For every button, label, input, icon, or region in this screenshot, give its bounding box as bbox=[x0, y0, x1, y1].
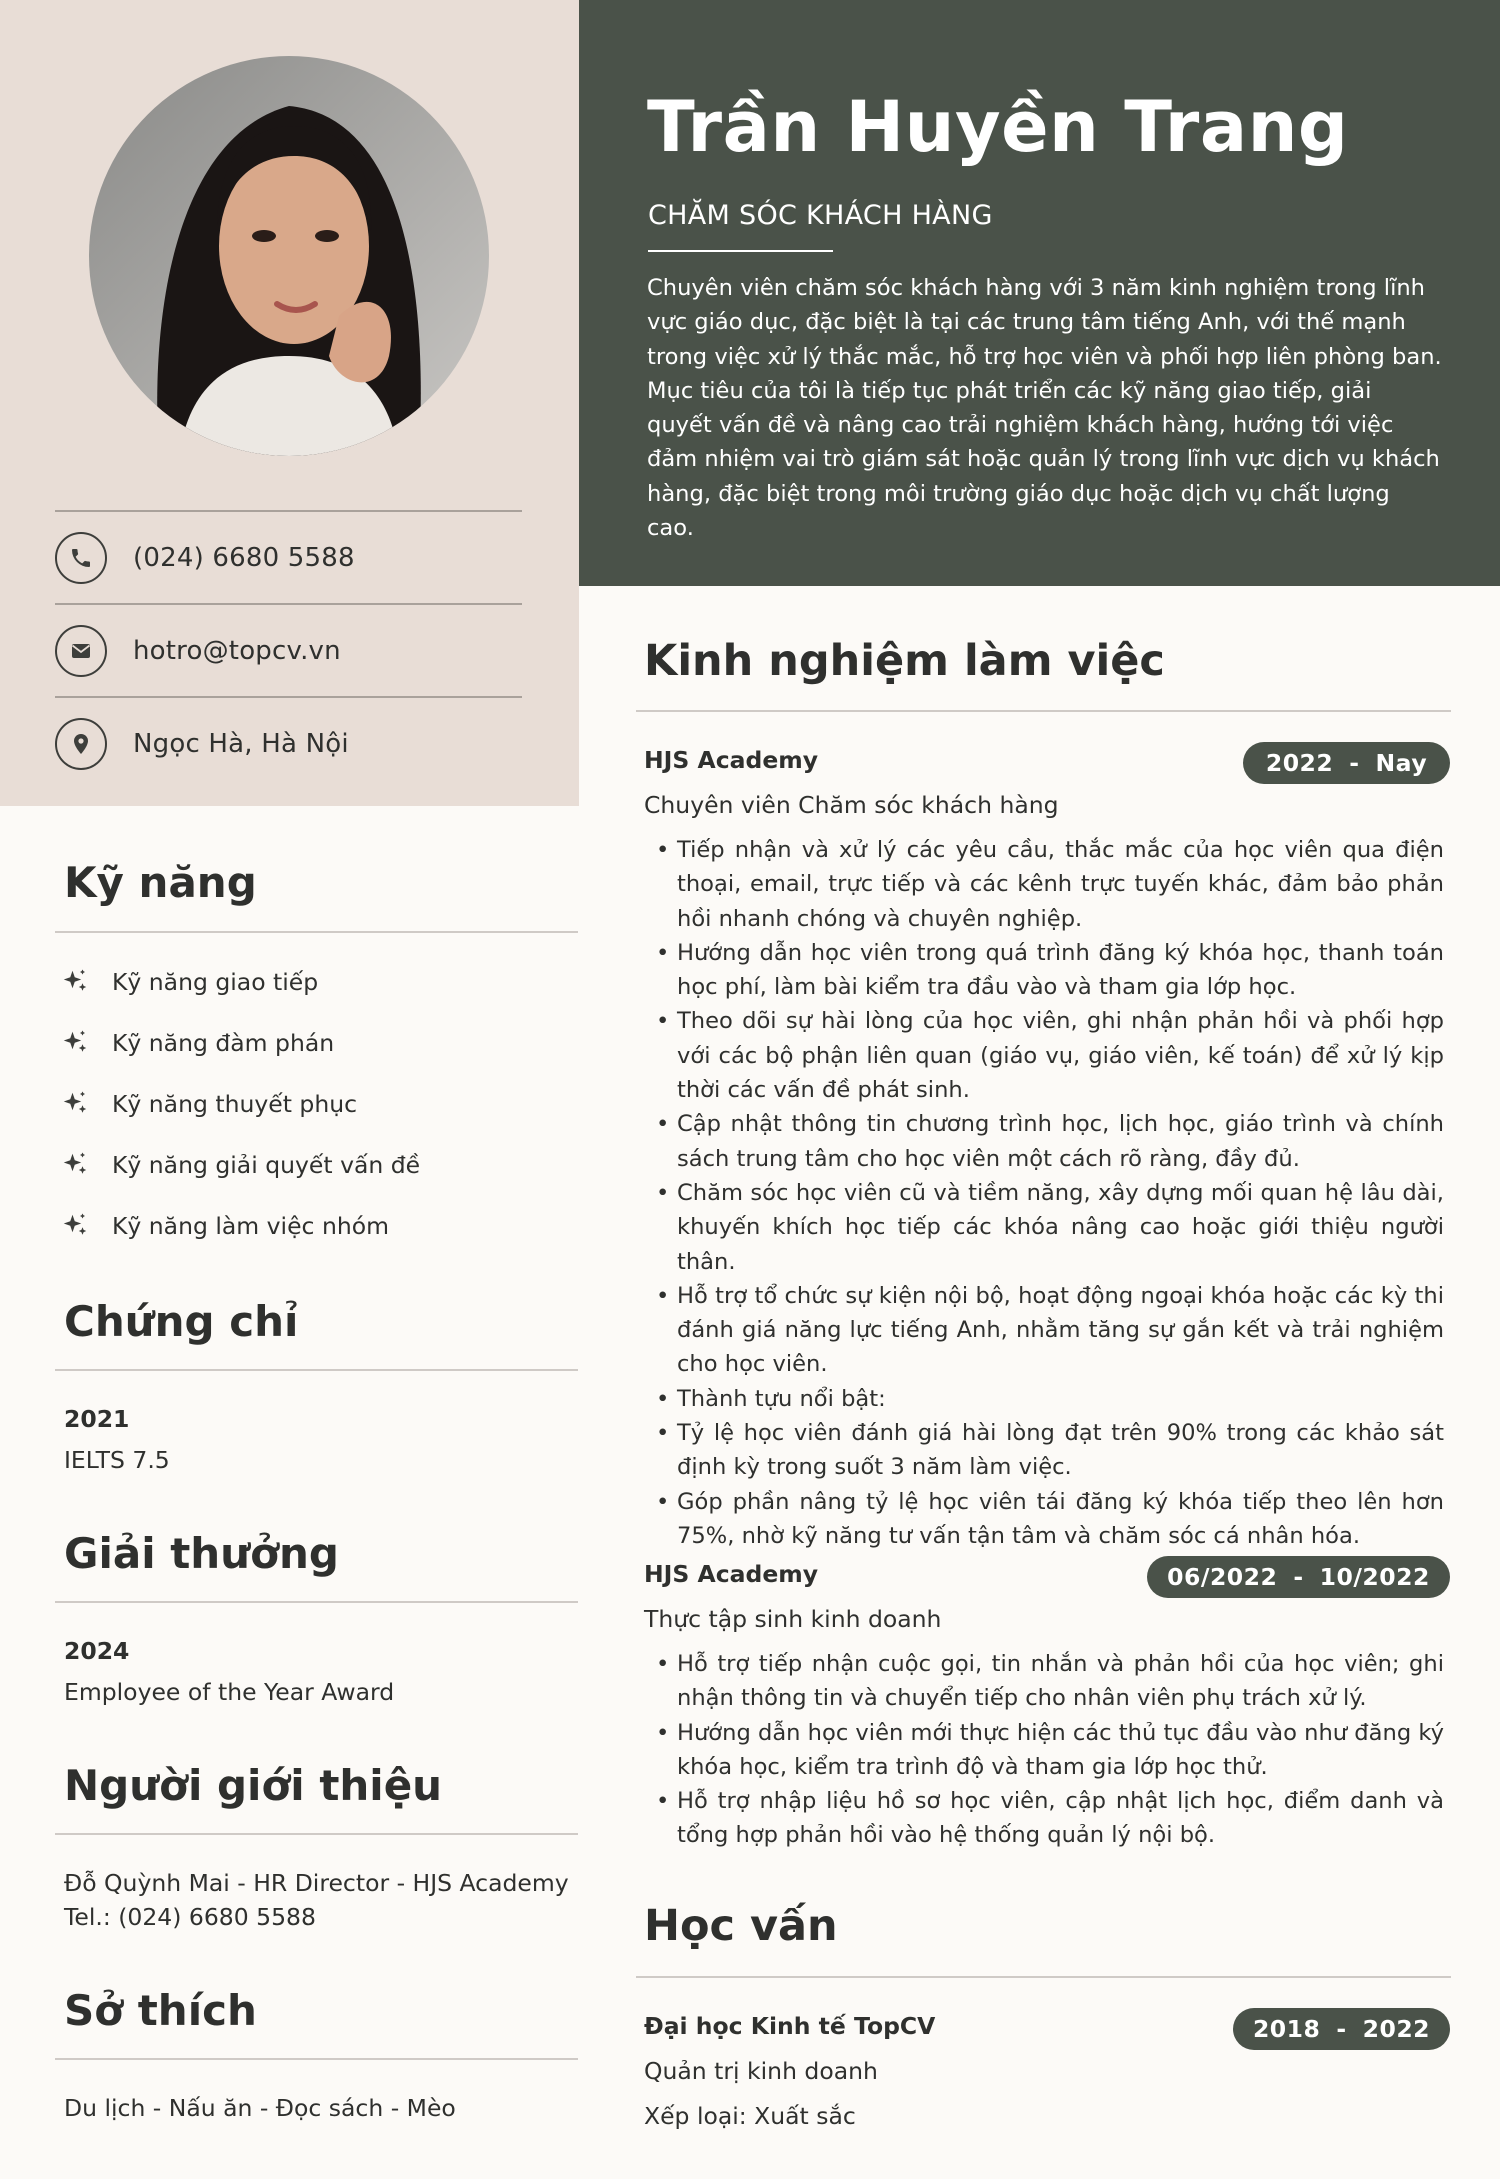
sparkle-icon bbox=[60, 1211, 90, 1241]
candidate-name: Trần Huyền Trang bbox=[647, 86, 1349, 168]
job-bullet: • Cập nhật thông tin chương trình học, lịch học, giáo trình và chính sách trung tâm cho học viên một cách rõ ràng, đầy đủ. bbox=[656, 1107, 1444, 1176]
job-2-start: 06/2022 bbox=[1167, 1563, 1278, 1591]
skills-title: Kỹ năng bbox=[64, 858, 257, 907]
experience-title: Kinh nghiệm làm việc bbox=[644, 636, 1165, 686]
location-pin-icon bbox=[55, 718, 107, 770]
skill-item bbox=[60, 1023, 334, 1063]
job-1-end: Nay bbox=[1375, 749, 1428, 777]
contact-email bbox=[55, 604, 522, 697]
job-1-start: 2022 bbox=[1265, 749, 1334, 777]
skill-label: Kỹ năng giải quyết vấn đề bbox=[112, 1151, 421, 1179]
skill-label: Kỹ năng đàm phán bbox=[112, 1029, 335, 1057]
skill-item bbox=[60, 962, 318, 1002]
role-underline bbox=[648, 250, 833, 252]
job-2-position: Thực tập sinh kinh doanh bbox=[644, 1605, 942, 1633]
references-title: Người giới thiệu bbox=[64, 1761, 443, 1810]
sparkle-icon bbox=[60, 1028, 90, 1058]
reference-line-1: Đỗ Quỳnh Mai - HR Director - HJS Academy bbox=[64, 1869, 569, 1897]
education-school: Đại học Kinh tế TopCV bbox=[644, 2012, 936, 2040]
profile-photo bbox=[89, 56, 489, 456]
job-bullet: • Thành tựu nổi bật: bbox=[656, 1382, 1444, 1416]
date-dash: - bbox=[1293, 1563, 1304, 1591]
date-dash: - bbox=[1336, 2015, 1347, 2043]
skill-label: Kỹ năng thuyết phục bbox=[112, 1090, 358, 1118]
skill-item bbox=[60, 1145, 420, 1185]
awards-divider bbox=[55, 1601, 578, 1603]
job-bullet: • Tiếp nhận và xử lý các yêu cầu, thắc mắc của học viên qua điện thoại, email, trực tiếp và các kênh trực tuyến khác, đảm bảo phản hồi nhanh chóng và chuyên nghiệp. bbox=[656, 833, 1444, 936]
job-1-bullets bbox=[656, 833, 1444, 1553]
certificate-year: 2021 bbox=[64, 1405, 130, 1433]
sparkle-icon bbox=[60, 1150, 90, 1180]
education-title: Học vấn bbox=[644, 1901, 838, 1951]
hobbies-title: Sở thích bbox=[64, 1986, 257, 2035]
references-divider bbox=[55, 1833, 578, 1835]
skill-label: Kỹ năng giao tiếp bbox=[112, 968, 319, 996]
job-1-position: Chuyên viên Chăm sóc khách hàng bbox=[644, 791, 1059, 819]
job-2-company: HJS Academy bbox=[644, 1560, 819, 1588]
reference-line-2: Tel.: (024) 6680 5588 bbox=[64, 1903, 316, 1931]
job-2-end: 10/2022 bbox=[1319, 1563, 1430, 1591]
skills-divider bbox=[55, 931, 578, 933]
job-bullet: • Góp phần nâng tỷ lệ học viên tái đăng ký khóa tiếp theo lên hơn 75%, nhờ kỹ năng tư vấn tận tâm và chăm sóc cá nhân hóa. bbox=[656, 1485, 1444, 1554]
email-text: hotro@topcv.vn bbox=[133, 635, 341, 666]
experience-divider bbox=[636, 710, 1451, 712]
certificates-title: Chứng chỉ bbox=[64, 1297, 299, 1346]
summary-text: Chuyên viên chăm sóc khách hàng với 3 năm kinh nghiệm trong lĩnh vực giáo dục, đặc biệt là tại các trung tâm tiếng Anh, với thế mạnh trong việc xử lý thắc mắc, hỗ trợ học viên và phối hợp liên phòng ban. Mục tiêu của tôi là tiếp tục phát triển các kỹ năng giao tiếp, giải quyết vấn đề và nâng cao trải nghiệm khách hàng, hướng tới việc đảm nhiệm vai trò giám sát hoặc quản lý trong lĩnh vực dịch vụ khách hàng, đặc biệt trong môi trường giáo dục hoặc dịch vụ chất lượng cao. bbox=[647, 275, 1442, 542]
job-2-date-badge bbox=[1147, 1556, 1450, 1598]
job-1-date-badge bbox=[1243, 742, 1450, 784]
job-bullet: • Tỷ lệ học viên đánh giá hài lòng đạt trên 90% trong các khảo sát định kỳ trong suốt 3 năm làm việc. bbox=[656, 1416, 1444, 1485]
skill-item bbox=[60, 1206, 389, 1246]
education-divider bbox=[636, 1976, 1451, 1978]
job-1-company: HJS Academy bbox=[644, 746, 819, 774]
job-bullet: • Hỗ trợ tiếp nhận cuộc gọi, tin nhắn và phản hồi của học viên; ghi nhận thông tin và chuyển tiếp cho nhân viên phụ trách xử lý. bbox=[656, 1647, 1444, 1716]
education-start: 2018 bbox=[1252, 2015, 1321, 2043]
skill-item bbox=[60, 1084, 357, 1124]
candidate-role: CHĂM SÓC KHÁCH HÀNG bbox=[648, 200, 993, 231]
sparkle-icon bbox=[60, 1089, 90, 1119]
education-end: 2022 bbox=[1362, 2015, 1431, 2043]
hobbies-text: Du lịch - Nấu ăn - Đọc sách - Mèo bbox=[64, 2094, 456, 2122]
contact-address bbox=[55, 697, 522, 790]
education-date-badge bbox=[1233, 2008, 1450, 2050]
address-text: Ngọc Hà, Hà Nội bbox=[133, 728, 349, 759]
awards-title: Giải thưởng bbox=[64, 1529, 339, 1578]
date-dash: - bbox=[1349, 749, 1360, 777]
job-bullet: • Hướng dẫn học viên mới thực hiện các thủ tục đầu vào như đăng ký khóa học, kiểm tra trình độ và tham gia lớp học thử. bbox=[656, 1716, 1444, 1785]
certificates-divider bbox=[55, 1369, 578, 1371]
education-major: Quản trị kinh doanh bbox=[644, 2057, 878, 2085]
education-grade: Xếp loại: Xuất sắc bbox=[644, 2102, 856, 2130]
contact-phone bbox=[55, 511, 522, 604]
sparkle-icon bbox=[60, 967, 90, 997]
phone-icon bbox=[55, 532, 107, 584]
job-bullet: • Hỗ trợ tổ chức sự kiện nội bộ, hoạt động ngoại khóa hoặc các kỳ thi đánh giá năng lực tiếng Anh, nhằm tăng sự gắn kết và trải nghiệm cho học viên. bbox=[656, 1279, 1444, 1382]
skill-label: Kỹ năng làm việc nhóm bbox=[112, 1212, 389, 1240]
job-bullet: • Chăm sóc học viên cũ và tiềm năng, xây dựng mối quan hệ lâu dài, khuyến khích học tiếp các khóa nâng cao hoặc giới thiệu người thân. bbox=[656, 1176, 1444, 1279]
job-2-bullets bbox=[656, 1647, 1444, 1853]
hobbies-divider bbox=[55, 2058, 578, 2060]
job-bullet: • Hỗ trợ nhập liệu hồ sơ học viên, cập nhật lịch học, điểm danh và tổng hợp phản hồi vào hệ thống quản lý nội bộ. bbox=[656, 1784, 1444, 1853]
certificate-name: IELTS 7.5 bbox=[64, 1446, 170, 1474]
job-bullet: • Theo dõi sự hài lòng của học viên, ghi nhận phản hồi và phối hợp với các bộ phận liên quan (giáo vụ, giáo viên, kế toán) để xử lý kịp thời các vấn đề phát sinh. bbox=[656, 1004, 1444, 1107]
award-name: Employee of the Year Award bbox=[64, 1678, 395, 1706]
phone-text: (024) 6680 5588 bbox=[133, 542, 355, 573]
award-year: 2024 bbox=[64, 1637, 130, 1665]
job-bullet: • Hướng dẫn học viên trong quá trình đăng ký khóa học, thanh toán học phí, làm bài kiểm tra đầu vào và tham gia lớp học. bbox=[656, 936, 1444, 1005]
envelope-icon bbox=[55, 625, 107, 677]
